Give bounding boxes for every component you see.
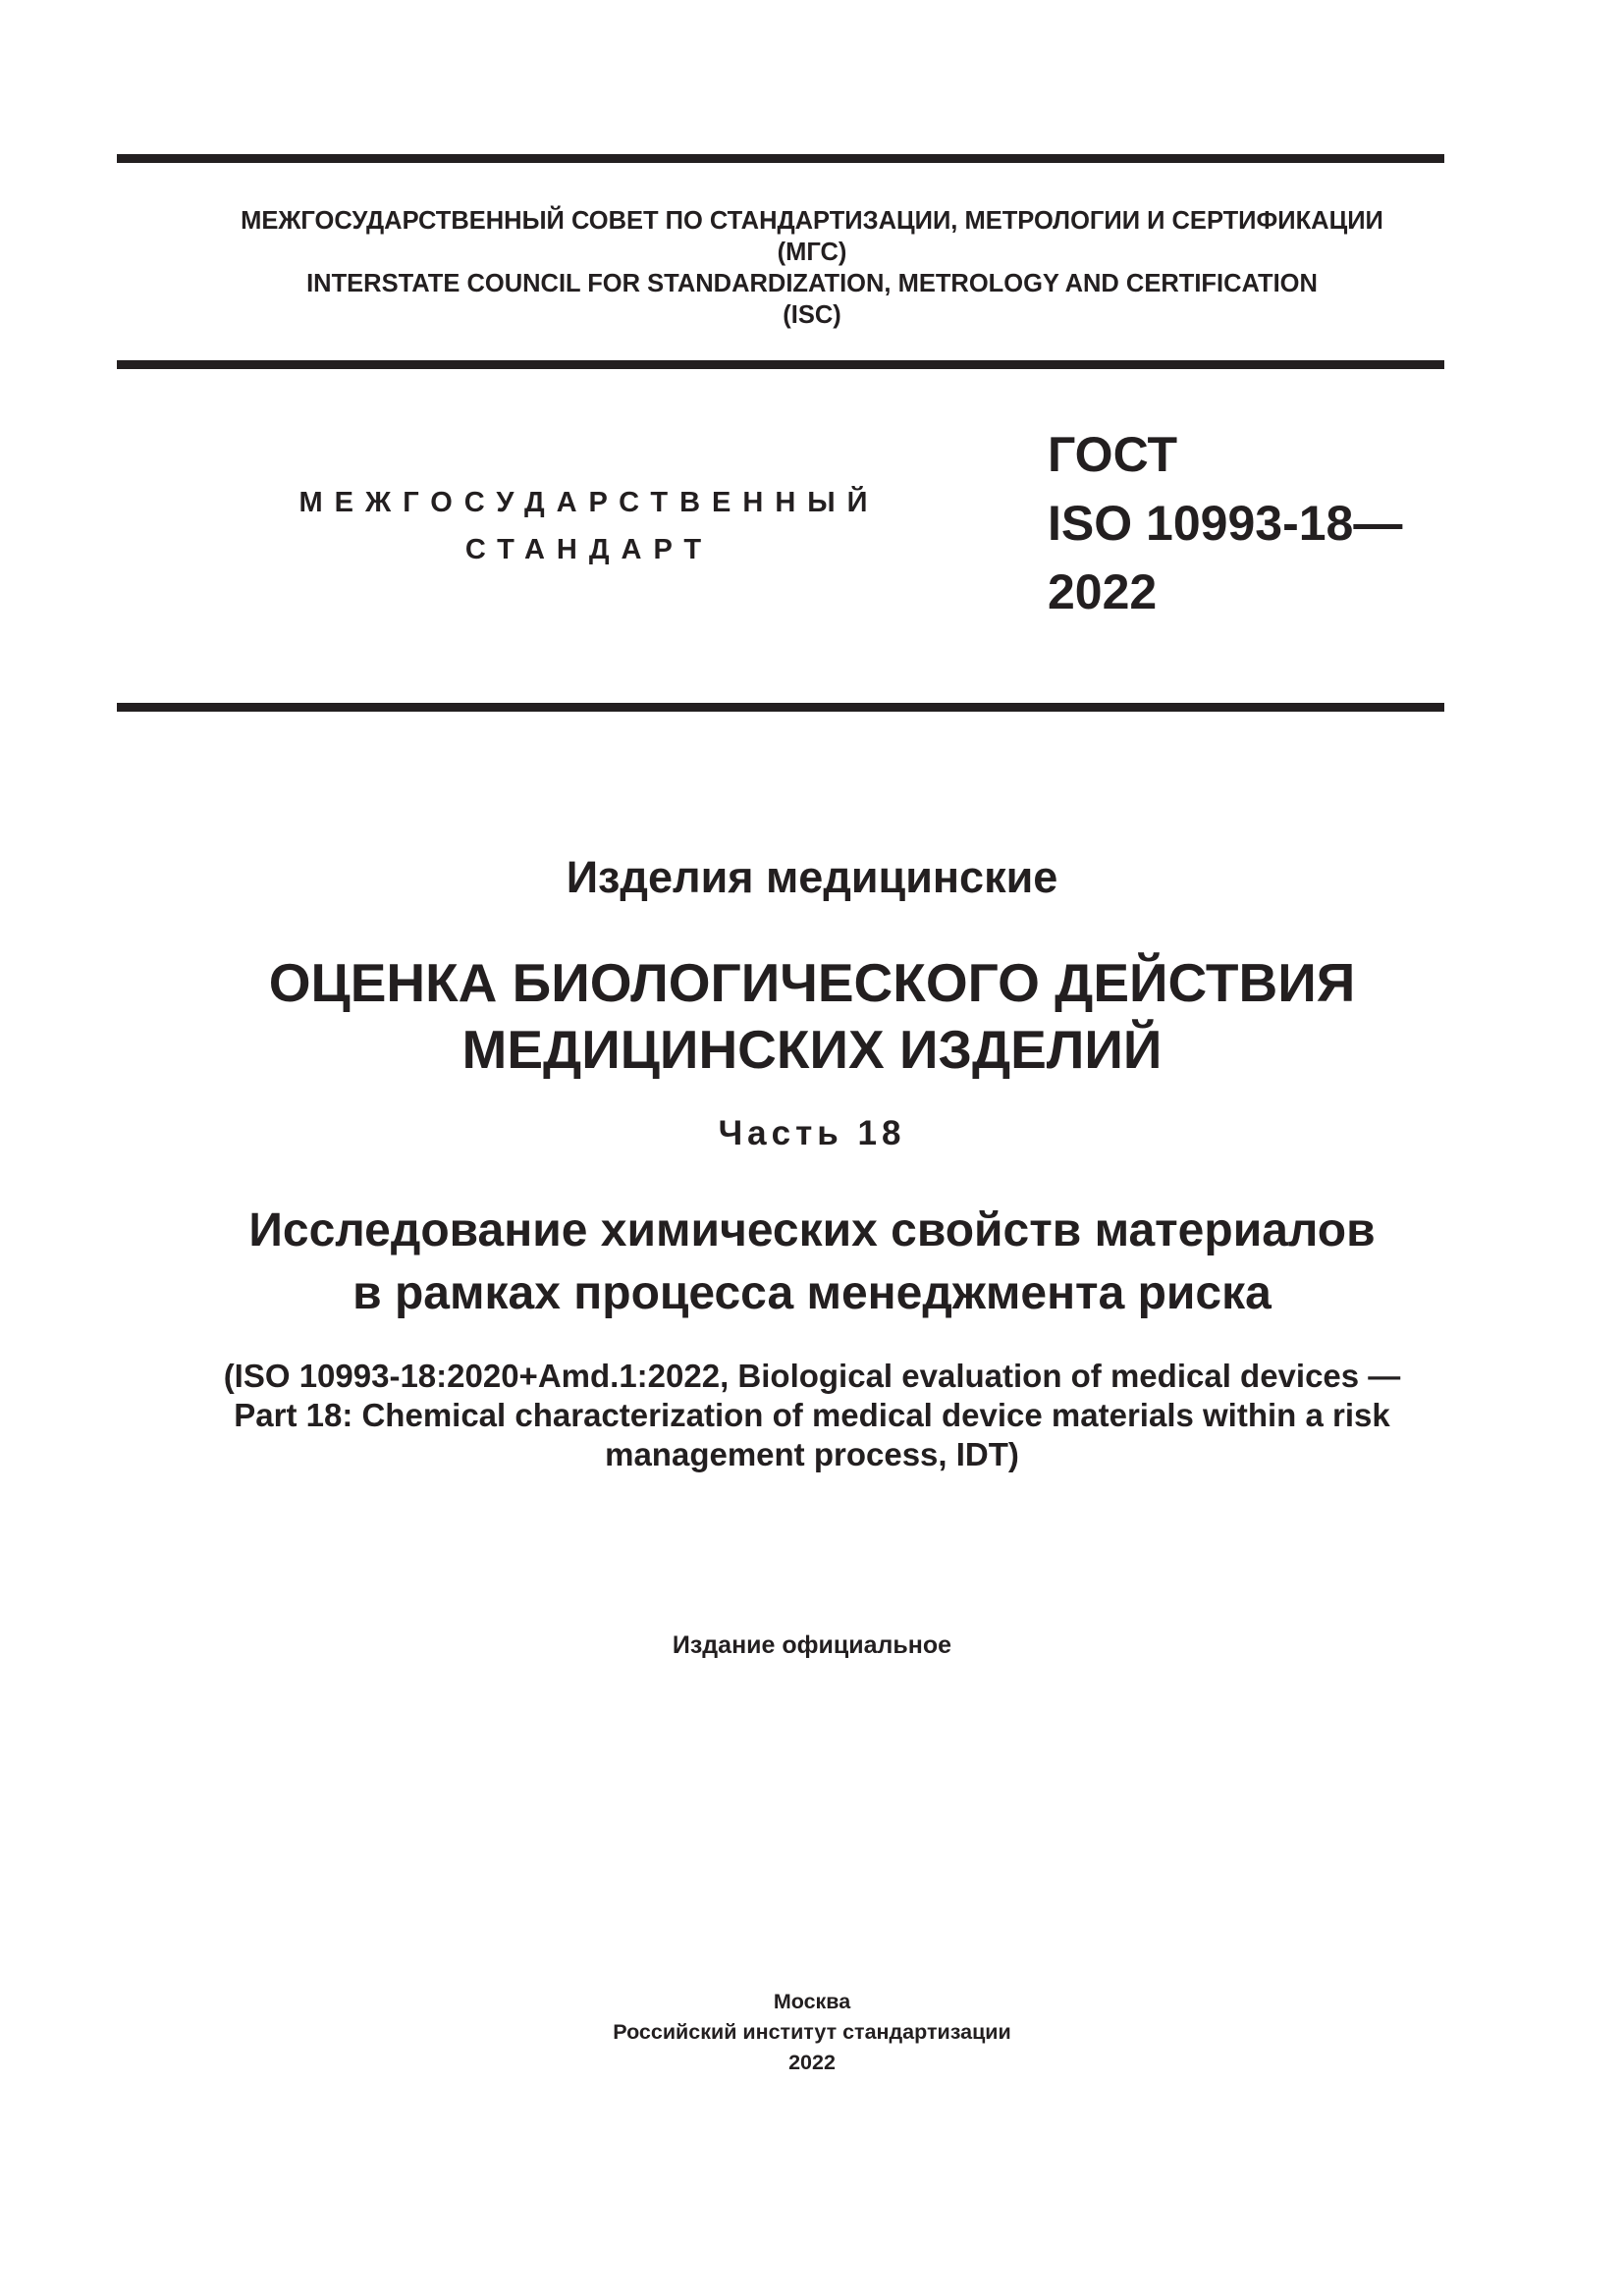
part-number: Часть 18 (718, 1114, 906, 1152)
title-line1: ОЦЕНКА БИОЛОГИЧЕСКОГО ДЕЙСТВИЯ (268, 952, 1356, 1013)
iso-ref-line3: management process, IDT) (605, 1436, 1019, 1472)
edition-label: Издание официальное (672, 1631, 952, 1659)
standard-type (285, 479, 893, 573)
standard-type-line2: СТАНДАРТ (464, 534, 714, 565)
document-category: Изделия медицинские (566, 852, 1058, 902)
council-header (0, 205, 1624, 331)
council-abbr-en: (ISC) (783, 301, 841, 329)
standard-designation (1048, 420, 1402, 626)
iso-ref-line2: Part 18: Chemical characterization of medical device materials within a risk (234, 1397, 1390, 1433)
top-rule (117, 154, 1444, 163)
publisher-block (0, 1987, 1624, 2078)
designation-line1: ГОСТ (1048, 427, 1177, 482)
part-title-line1: Исследование химических свойств материалов (248, 1204, 1376, 1256)
standard-type-line1: МЕЖГОСУДАРСТВЕННЫЙ (298, 487, 880, 518)
publisher-city: Москва (773, 1990, 851, 2013)
title-line2: МЕДИЦИНСКИХ ИЗДЕЛИЙ (461, 1019, 1163, 1080)
designation-line2: ISO 10993-18— (1048, 496, 1403, 551)
iso-reference (0, 1357, 1624, 1474)
council-name-ru: МЕЖГОСУДАРСТВЕННЫЙ СОВЕТ ПО СТАНДАРТИЗАЦИИ, МЕТРОЛОГИИ И СЕРТИФИКАЦИИ (241, 207, 1383, 235)
iso-ref-line1: (ISO 10993-18:2020+Amd.1:2022, Biological evaluation of medical devices — (223, 1358, 1401, 1394)
council-abbr-ru: (МГС) (777, 239, 847, 266)
council-name-en: INTERSTATE COUNCIL FOR STANDARDIZATION, METROLOGY AND CERTIFICATION (306, 270, 1318, 297)
council-rule (117, 360, 1444, 369)
document-title (0, 949, 1624, 1083)
part-title (0, 1200, 1624, 1325)
publisher-year: 2022 (788, 2051, 836, 2074)
part-title-line2: в рамках процесса менеджмента риска (352, 1267, 1272, 1319)
designation-rule (117, 703, 1444, 712)
designation-line3: 2022 (1048, 564, 1158, 619)
publisher-institute: Российский институт стандартизации (613, 2020, 1011, 2044)
